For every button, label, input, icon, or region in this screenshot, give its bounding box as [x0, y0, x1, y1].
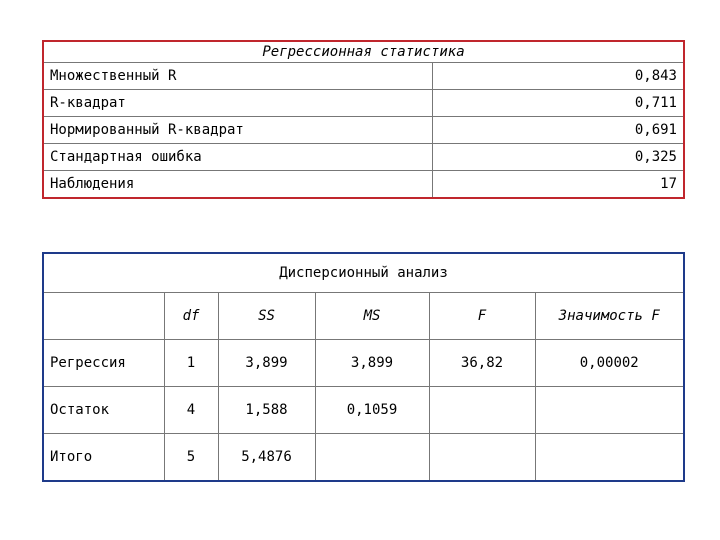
table-cell	[429, 434, 535, 482]
stat-label: Наблюдения	[43, 171, 433, 199]
stat-label: Множественный R	[43, 63, 433, 90]
table-cell: 3,899	[315, 340, 429, 387]
column-header: MS	[315, 293, 429, 340]
row-label: Остаток	[43, 387, 164, 434]
table-cell	[535, 434, 684, 482]
stat-label: Нормированный R-квадрат	[43, 117, 433, 144]
column-header: df	[164, 293, 218, 340]
table-cell: 0,00002	[535, 340, 684, 387]
variance-analysis-table	[42, 252, 685, 482]
table-row	[43, 387, 684, 434]
table-cell: 5,4876	[218, 434, 315, 482]
stat-value: 0,325	[433, 144, 685, 171]
table-row	[43, 90, 684, 117]
column-header: F	[429, 293, 535, 340]
column-header: SS	[218, 293, 315, 340]
table-cell: 4	[164, 387, 218, 434]
stat-value: 17	[660, 176, 677, 192]
table-cell: 0,1059	[315, 387, 429, 434]
table-cell: 36,82	[429, 340, 535, 387]
stat-label: Стандартная ошибка	[43, 144, 433, 171]
table-row	[43, 171, 684, 199]
regression-statistics-table	[42, 40, 685, 199]
table-cell	[429, 387, 535, 434]
row-label: Итого	[43, 434, 164, 482]
table-row	[43, 340, 684, 387]
stat-value: 0,711	[433, 90, 685, 117]
stat-value: 0,843	[433, 63, 685, 90]
table-row	[43, 117, 684, 144]
column-header	[43, 293, 164, 340]
table-cell	[315, 434, 429, 482]
table-cell	[535, 387, 684, 434]
table-cell: 1	[164, 340, 218, 387]
table-cell: 3,899	[218, 340, 315, 387]
table-cell: 1,588	[218, 387, 315, 434]
table-row	[43, 144, 684, 171]
stat-label: R-квадрат	[43, 90, 433, 117]
regression-statistics-title: Регрессионная статистика	[43, 41, 684, 63]
header-row	[43, 293, 684, 340]
column-header: Значимость F	[535, 293, 684, 340]
table-row	[43, 63, 684, 90]
row-label: Регрессия	[43, 340, 164, 387]
variance-analysis-title: Дисперсионный анализ	[43, 253, 684, 293]
stat-value: 0,691	[433, 117, 685, 144]
table-row	[43, 434, 684, 482]
table-cell: 5	[164, 434, 218, 482]
